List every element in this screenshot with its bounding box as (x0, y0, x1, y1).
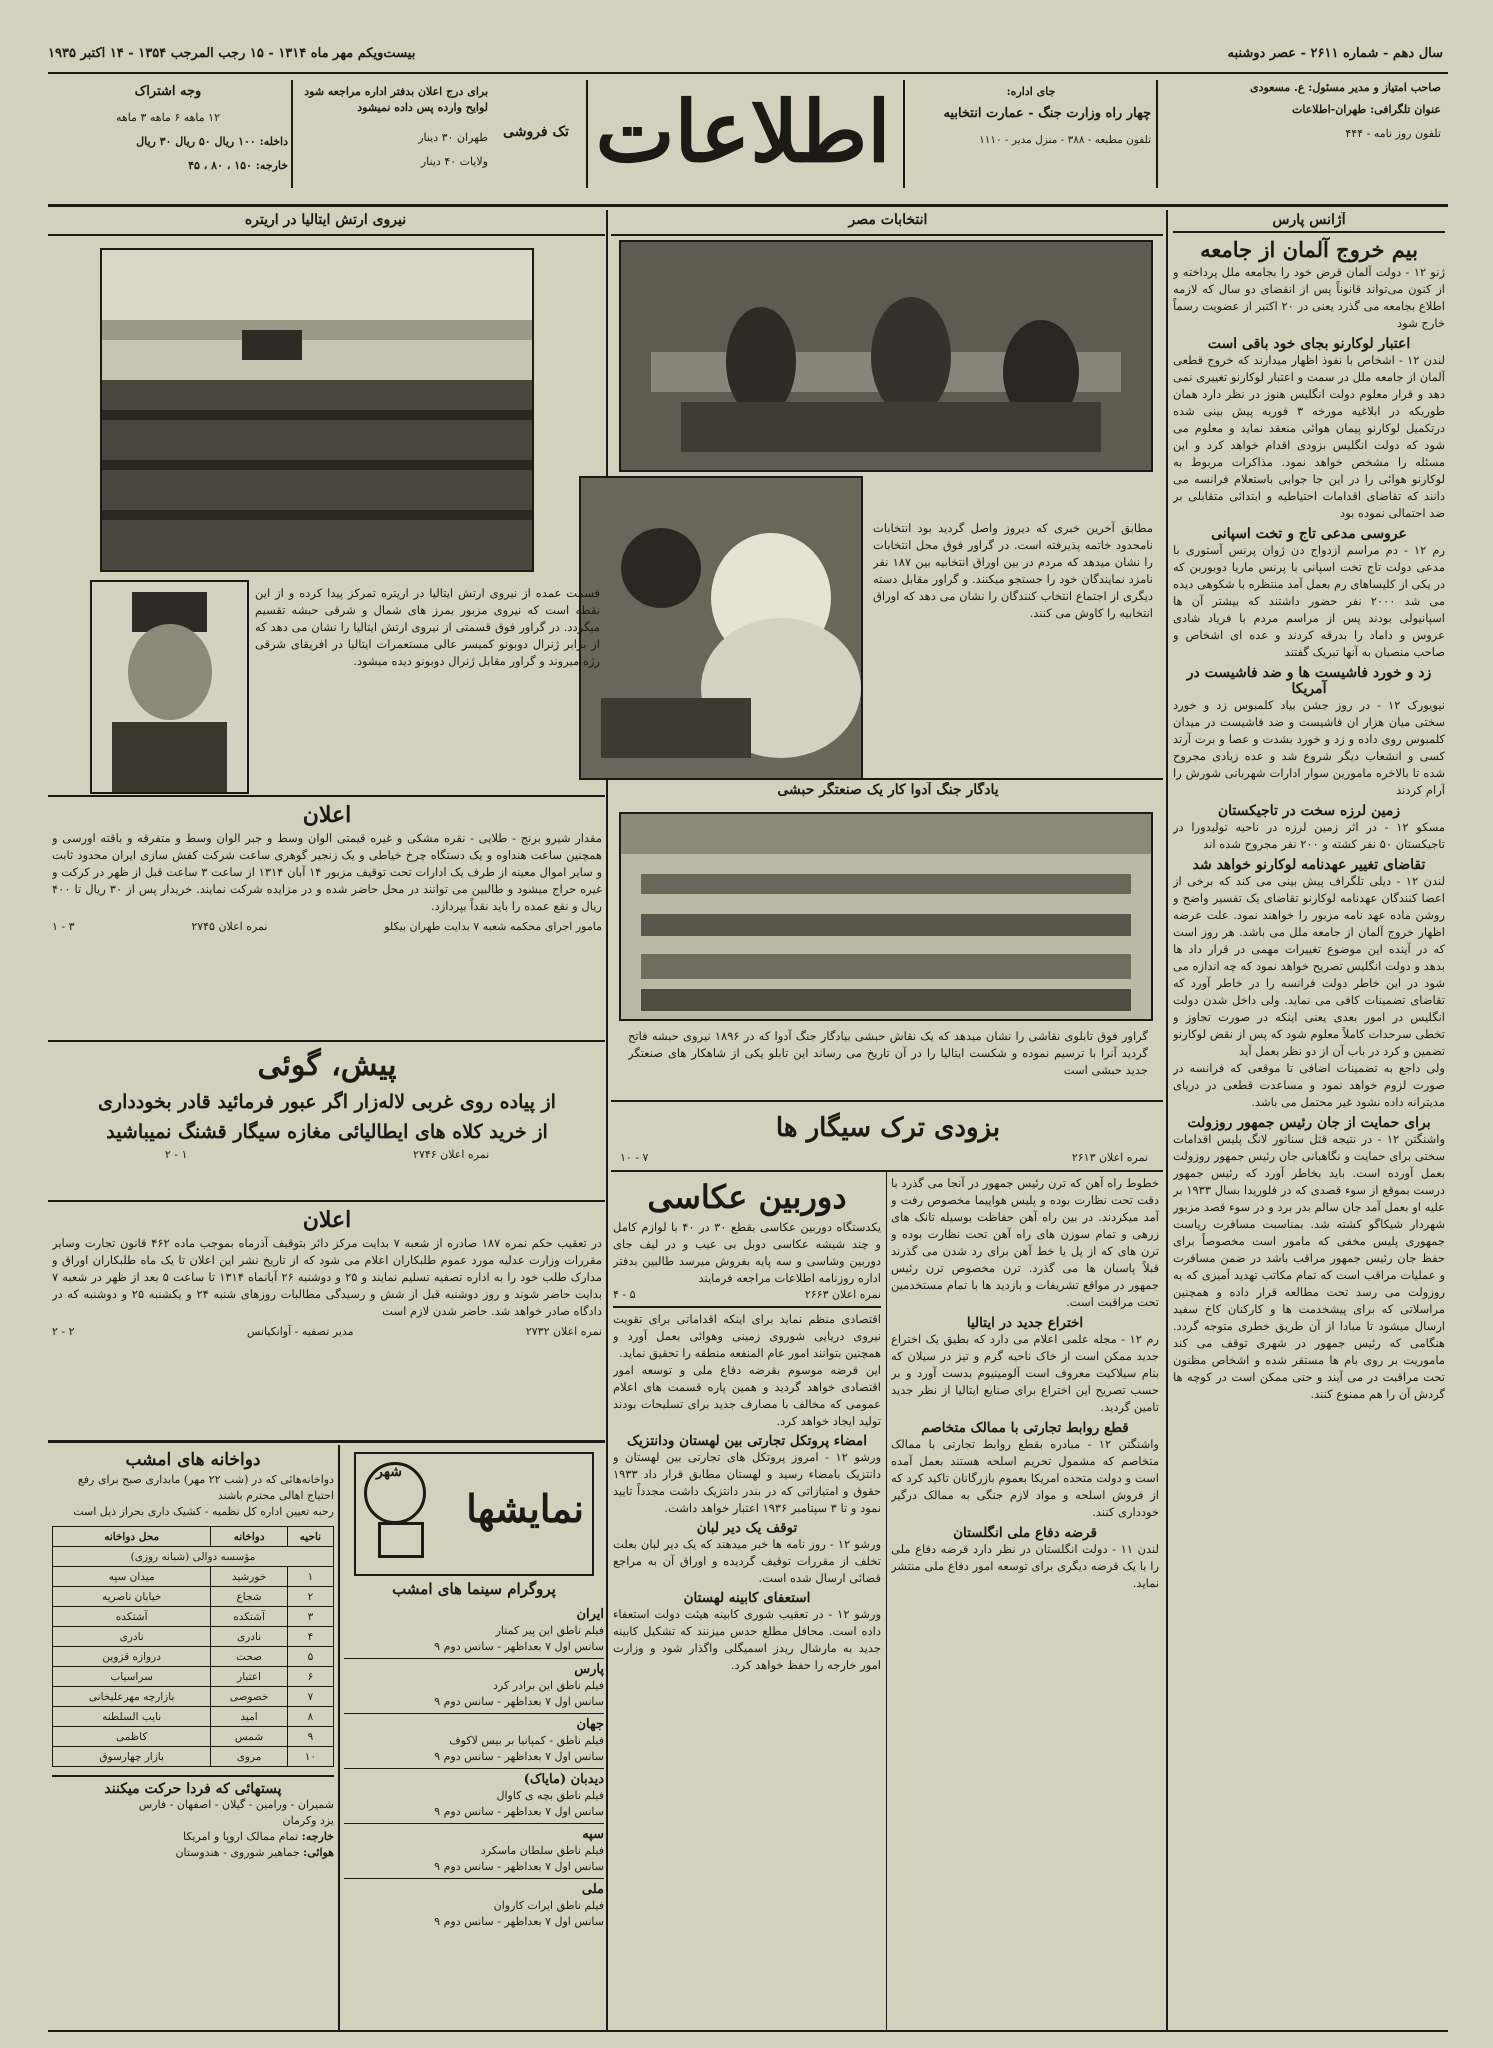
cinema-shows: سانس اول ۷ بعداظهر - سانس دوم ۹ (434, 1640, 604, 1653)
story-locarno-change-2: ولی داجع به تضمینات اضافی تا موقعی که فرانسه در صورت لزوم خواهد نمود و مساعدت قطعی در دریای مدیترانه داده نشود غیر محتمل می باشد. (1173, 1061, 1445, 1109)
pharmacy-cell: خیابان ناصریه (53, 1587, 211, 1607)
egypt-photo-1-art (621, 242, 1151, 470)
pharmacy-col-district: ناحیه (287, 1527, 333, 1547)
right-column (1173, 212, 1445, 2032)
pharmacy-cell: مروی (211, 1747, 287, 1767)
phone-line: تلفون روز نامه - ۴۴۴ (1345, 127, 1441, 140)
headline-fascist-clash: زد و خورد فاشیست ها و ضد فاشیست در آمریکا (1186, 665, 1432, 697)
auction-ad-num: ۳ - ۱ (52, 920, 75, 933)
post-foreign: تمام ممالک اروپا و امریکا (182, 1830, 299, 1843)
liquidation-ad (52, 1205, 602, 1435)
single-sale-label-box (491, 80, 581, 190)
pharmacy-cell: اعتبار (211, 1667, 287, 1687)
story-trade-cut: واشنگتن ۱۲ - مبادره بقطع روابط تجارتی با ممالک متخاصم که مشمول تحریم اسلحه هستند بعمل آمده است و دولت متحده امریکا بعموم بازرگانان تاکید کرد که از فروش اسلحه و مواد لازم جنگی به ممالک درگیر خودداری کنند. (891, 1437, 1159, 1519)
forecast-top-rule (48, 1040, 605, 1042)
subscription-periods: ۱۲ ماهه ۶ ماهه ۳ ماهه (116, 111, 220, 124)
pharmacy-row (53, 1567, 334, 1587)
auction-ad-footer (52, 919, 602, 935)
pharmacy-header-row (53, 1527, 334, 1547)
story-invention: رم ۱۲ - مجله علمی اعلام می دارد که بطیق یک اختراع جدید ممکن است از خاک ناحیه گرم و تیز در سیلان که بنام سیلاکیت معروف است آلومینیوم بدست آورد و بر حسب تصریح این اختراع برای صنایع ایتالیا از نظر جدید تامین گردید. (891, 1332, 1159, 1414)
pharmacy-block (52, 1448, 334, 2028)
pharmacy-cell: بازار چهارسوق (53, 1747, 211, 1767)
headline-spain-wedding: عروسی مدعی تاج و تخت اسپانی (1211, 526, 1407, 542)
pharmacy-cell: نایب السلطنه (53, 1707, 211, 1727)
forecast-ad (52, 1045, 602, 1195)
auction-ad-text: مقدار شیرو برنج - طلایی - نقره مشکی و غیره قیمتی الوان وسط و جبر الوان وسط و متفرقه و باقته اورسی و همچنین ساعت هنداوه و یک دستگاه چرخ خیاطی و یک زنجیر گوهری ساعت شرکت کفش سازی ایران محدود ثابت و سایر اموال معینه از طرف یک ادارات تحت توقیف مزبور ۱۴ آبان ۱۳۱۴ از ساعت ۳ ساعت قبل از ظهر در کرکت و غیره حراج میشود و طالبین می توانند در محل حاضر شده و در مزایده شرکت نمایند. خریدار پس از ۳۰ ریال تا ۴۰۰ ریال و نفع عمده را باید نقداً بپردازد. (52, 831, 602, 913)
camera-ad-ref: نمره اعلان ۲۶۶۳ (804, 1288, 881, 1301)
cinema-shows: سانس اول ۷ بعداظهر - سانس دوم ۹ (434, 1695, 604, 1708)
liquidation-ad-title: اعلان (302, 1207, 352, 1233)
story-fascist-clash: نیویورک ۱۲ - در روز جشن بیاد کلمبوس زد و خورد سختی میان هزار ان فاشیست و ضد فاشیست در میدان کلمبوس روی داده و زد و خورد بشدت و عصا و برت آرتد کسی و انشعاب دیگر شروع شد و عده زیادی مجروح شده تا بالاخره مامورین سوار ادارات شهربانی شورش را آرام کردند (1173, 698, 1445, 797)
pharmacy-cell: ۱ (287, 1567, 333, 1587)
post-title: پستهائی که فردا حرکت میکنند (104, 1781, 282, 1797)
cinema-film: فیلم ناطق این برادر کرد (493, 1679, 604, 1692)
pharmacy-cell: آشتکده (211, 1607, 287, 1627)
post-foreign-label: خارجه: (301, 1830, 334, 1843)
cinema-shows: سانس اول ۷ بعداظهر - سانس دوم ۹ (434, 1805, 604, 1818)
forecast-line-1: از پیاده روی غربی لاله‌زار اگر عبور فرمائید قادر بخودداری (98, 1091, 556, 1113)
story-economic-2: این قرضه موسوم بقرضه دفاع ملی و توسعه امور اقتصادی خواهد گردید و همین پاره قسمت های اعلام عمومی که مخالف با مصارف جدید برای تسلیحات بودند تولید ایجاد خواهد کرد. (613, 1363, 881, 1428)
headline-invention: اختراع جدید در ایتالیا (966, 1315, 1084, 1331)
office-address: چهار راه وزارت جنگ - عمارت انتخابیه (943, 106, 1151, 121)
ad2-top-rule (48, 1200, 605, 1202)
pharmacy-row (53, 1747, 334, 1767)
pharmacy-cell: نادری (53, 1627, 211, 1647)
lower-left-top-rule (48, 1440, 605, 1443)
cinema-film: فیلم ناطق این پیر کمتار (495, 1624, 604, 1637)
pharmacy-cell: شمس (211, 1727, 287, 1747)
post-line-2: یزد وکرمان (282, 1814, 334, 1827)
cinema-shows: سانس اول ۷ بعداظهر - سانس دوم ۹ (434, 1860, 604, 1873)
egypt-election-photo-2 (579, 476, 863, 780)
cinema-row (344, 1824, 604, 1879)
agency-label: آژانس پارس (1272, 212, 1346, 228)
forecast-footer (52, 1147, 602, 1163)
post-air-label: هوائی: (303, 1846, 334, 1859)
story-economic: اقتصادی منظم نماید برای اینکه اقداماتی برای تقویت نیروی دریایی شوروی زمینی وهوائی بعمل آورد و همچنین بتوانند امور عام المنفعه منطقه را تحقیق نماید. (613, 1312, 881, 1360)
pharmacy-cell: آشتکده (53, 1607, 211, 1627)
auction-ad-no: نمره اعلان ۲۷۴۵ (191, 920, 268, 933)
liquidation-ad-text: در تعقیب حکم نمره ۱۸۷ صادره از شعبه ۷ بدایت مرکز دائر بتوقیف آذرماه بموجب ماده ۴۶۲ قانون تجارت وسایر مقررات وزارت عدلیه مورد عموم طلبکاران اعلام می شود که از تاریخ نشر این اعلان تا یک ماه طلبکاران اوراق و مدارک طلب خود را به اداره تصفیه تسلیم نمایند و ۲۵ و دوشنبه ۲۶ آبانماه ۱۳۱۴ تا ساعت ۵ بعد از ظهر در شعبه ۷ بدایت حاضر شوند و روز دوشنبه قبل از شش و رسیدگی مطالبات روزهای شنبه ۲۴ و یکشنبه ۲۵ و دوشنبه که در دادگاه صادر خواهد شد. حاضر شدن لازم است (52, 1236, 602, 1318)
column-rule-right (1166, 210, 1168, 2030)
masthead-divider-3 (586, 80, 588, 188)
cinema-logo-sub: شهر (376, 1464, 402, 1480)
pharmacy-cell: نادری (211, 1627, 287, 1647)
egypt-section-title: انتخابات مصر (848, 212, 928, 228)
film-reel-icon (378, 1522, 424, 1558)
issue-line: سال دهم - شماره ۲۶۱۱ - عصر دوشنبه (1227, 46, 1443, 61)
pharmacy-col-name: دواخانه (211, 1527, 287, 1547)
page-bottom-rule (48, 2030, 1448, 2032)
italy-title-rule (48, 234, 605, 236)
portrait-art (92, 582, 247, 792)
masthead-divider-1 (1156, 80, 1158, 188)
cinema-pharmacy-rule (338, 1445, 340, 2030)
cinema-film: فیلم ناطق - کمپانیا بر بیس لاکوف (449, 1734, 604, 1747)
masthead-bottom-rule (48, 204, 1448, 207)
camera-ad-rule (613, 1306, 881, 1308)
adwa-section-title: یادگار جنگ آدوا کار یک صنعتگر حبشی (777, 782, 999, 798)
forecast-ref: نمره اعلان ۲۷۴۶ (413, 1148, 490, 1161)
story-earthquake: مسکو ۱۲ - در اثر زمین لرزه در ناحیه تولیدورا در تاجیکستان ۵۰ نفر کشته و ۲۰۰ نفر مجروح شده اند (1173, 820, 1445, 851)
story-germany: ژنو ۱۲ - دولت آلمان قرض خود را بجامعه ملل پرداخته و از کنون می‌تواند قانوناً پس از انقضای دو سال که لازمه اطلاع بجامعه می گذرد یعنی در ۲۰ اکتبر از عضویت رسماً خارج شود (1173, 265, 1445, 330)
subscription-title: وجه اشتراک (134, 84, 202, 99)
pharmacy-cell: ۶ (287, 1667, 333, 1687)
egypt-election-photo-1 (619, 240, 1153, 472)
cinema-row (344, 1659, 604, 1714)
headline-locarno-change: تقاضای تغییر عهدنامه لوکارنو خواهد شد (1192, 857, 1426, 873)
story-cabinet: ورشو ۱۲ - در تعقیب شوری کابینه هیئت دولت استعفاء داده است. محافل مطلع حدس میزنند که تشکیل کابینه جدید به مارشال ریدز اسمیگلی واگذار شود و وزارت امور خارجه را حفظ خواهد کرد. (613, 1607, 881, 1672)
italy-army-art (102, 250, 532, 570)
pharmacy-cell: میدان سپه (53, 1567, 211, 1587)
pharmacy-cell: ۷ (287, 1687, 333, 1707)
egypt-election-story: مطابق آخرین خبری که دیروز واصل گردید بود انتخابات نامحدود خاتمه پذیرفته است. در گراور فوق محل انتخابات را نشان میدهد که مردم در بین اوراق انتخابیه بین ۱۸۷ نفر نامزد نمایندگان خود را جستجو میکنند. و گراور مقابل دسته دیگری از اجتماع انتخاب کنندگان را نشان می دهد که اوراق انتخابیه را کاوش می کنند. (873, 521, 1153, 620)
headline-protocol: امضاء پروتکل تجارتی بین لهستان ودانتزیک (627, 1433, 867, 1449)
post-top-rule (52, 1775, 334, 1777)
cinema-row (344, 1769, 604, 1824)
pharmacy-cell: سراسیاب (53, 1667, 211, 1687)
post-air-row (52, 1845, 334, 1861)
pharmacy-cell: ۳ (287, 1607, 333, 1627)
egypt-photo-2-art (581, 478, 861, 778)
pharmacy-cell: ۲ (287, 1587, 333, 1607)
subscription-box (48, 84, 288, 194)
masthead-divider-2 (903, 80, 905, 188)
pharmacy-row (53, 1647, 334, 1667)
headline-locarno: اعتبار لوکارنو بجای خود باقی است (1207, 336, 1411, 352)
story-stop: ورشو ۱۲ - روز نامه ها خبر میدهند که یک دیر لبان بعلت تخلف از مقررات توقیف گردیده و اوراق آن به مراجع قضائی ارسال شده است. (613, 1537, 881, 1585)
cinema-row (344, 1714, 604, 1769)
headline-roosevelt: برای حمایت از جان رئیس جمهور روزولت (1187, 1115, 1431, 1131)
cinema-film: فیلم ناطق ایرات کاروان (493, 1899, 604, 1912)
liquidation-ad-sign: مدیر تصفیه - آوانکیانس (246, 1325, 354, 1338)
cinema-name: جهان (576, 1717, 604, 1732)
pharmacy-cell: امید (211, 1707, 287, 1727)
adwa-painting-photo (619, 812, 1153, 1021)
cigar-bottom-rule (611, 1170, 1163, 1172)
pharmacy-cell: شجاع (211, 1587, 287, 1607)
cigar-top-rule (611, 1100, 1163, 1102)
cinema-block (344, 1448, 604, 2028)
story-locarno-change: لندن ۱۲ - دیلی تلگراف پیش بینی می کند که برخی از اعضا کنندگان عهدنامه لوکارنو تقاضای یک تفسیر واضح و روشن ماده عهد نامه مزبور را خواهند نمود. علت عرضه اظهار خروج آلمان از جامعه ملل می باشد. هر روز است که در آینده این موضوع تغییرات مهمی در قرار داد ها بدهد و دولت انگلیس تصریح خواهد نمود که چه اندازه می شود در این خاطر دولت فرانسه را در خاطر آورد که تقاضای تضمینات کافی می نماید. ولی داخل شدن دولت انگلیس در امور بعدی یعنی اینکه در صورت تجاوز و تخطی سرحدات کاملاً معلوم شود که پس از نقض لوکارنو تضمین و کرد در باب آن از دو نظر بعمل آید (1173, 874, 1445, 1058)
pharmacy-col-location: محل دواخانه (53, 1527, 211, 1547)
cigar-ad-num: ۷ - ۱۰ (620, 1151, 649, 1164)
pharmacy-subhead-row (53, 1547, 334, 1567)
cinema-program-title: پروگرام سینما های امشب (392, 1580, 556, 1598)
office-label: جای اداره: (1006, 85, 1056, 98)
liquidation-ad-num: ۲ - ۲ (52, 1325, 75, 1338)
pharmacy-intro-2: رحبه تعیین اداره کل نظمیه - کشیک داری بحراز ذیل است (73, 1505, 334, 1518)
single-sale-label: تک فروشی (503, 124, 569, 140)
cinema-shows: سانس اول ۷ بعداظهر - سانس دوم ۹ (434, 1915, 604, 1928)
pharmacy-row (53, 1687, 334, 1707)
headline-uk-loan: قرضه دفاع ملی انگلستان (953, 1525, 1097, 1541)
auction-ad-title: اعلان (302, 802, 352, 828)
owner-line: صاحب امتیاز و مدیر مسئول: ع. مسعودی (1250, 81, 1441, 94)
post-line-1: شمیران - ورامین - گیلان - اصفهان - فارس (138, 1798, 334, 1811)
cigar-ad-ref: نمره اعلان ۲۶۱۳ (1071, 1151, 1148, 1164)
general-de-bono-portrait (90, 580, 249, 794)
adwa-painting-art (621, 814, 1151, 1019)
pharmacy-row (53, 1587, 334, 1607)
story-spain-wedding: رم ۱۲ - دم مراسم ازدواج دن ژوان پرنس آستوری با مدعی دولت تاج تخت اسپانی با پرنس ماریا دوبوربن که در یکی از کلیساهای رم بعمل آمد منتظره با شکوهی دیده می شد ۲۰۰۰ نفر حضور داشتند که بیشتر آن ها اسپانیولی بودند پس از مراسم مردم با فریاد شادی عروس و داماد را بدرقه کردند و عده ای اشخاص و صاحب منصبان به آنها تبریک گفتند (1173, 543, 1445, 659)
post-air: جماهیر شوروی - هندوستان (175, 1846, 300, 1859)
pharmacy-table (52, 1526, 334, 1767)
agency-rule (1173, 231, 1445, 233)
auction-ad-officer: مامور اجرای محکمه شعبه ۷ بدایت طهران بیکلو (384, 920, 602, 933)
pharmacy-row (53, 1727, 334, 1747)
headline-germany: بیم خروج آلمان از جامعه (1200, 237, 1418, 262)
headline-cabinet: استعفای کابینه لهستان (683, 1590, 811, 1606)
pharmacy-row (53, 1707, 334, 1727)
cinema-row (344, 1604, 604, 1659)
ads-note: برای درج اعلان بدفتر اداره مراجعه شود لوایح وارده پس داده نمیشود (304, 85, 488, 114)
masthead-divider-4 (291, 80, 293, 188)
pharmacy-title: دواخانه های امشب (125, 1450, 261, 1470)
italy-section-title: نیروی ارتش ایتالیا در اریتره (244, 212, 407, 228)
forecast-num: ۱ - ۲ (164, 1148, 188, 1161)
masthead-office-box (911, 84, 1151, 194)
pharmacy-subhead: مؤسسه دوالی (شبانه روزی) (53, 1547, 334, 1567)
cinema-name: ایران (576, 1607, 604, 1622)
newspaper-logo: اطلاعات (595, 82, 891, 181)
cigar-ad-title: بزودی ترک سیگار ها (775, 1113, 1001, 1143)
camera-ad-title: دوربین عکاسی (647, 1178, 847, 1216)
pharmacy-cell: ۵ (287, 1647, 333, 1667)
camera-ad-text: یکدستگاه دوربین عکاسی بقطع ۳۰ در ۴۰ با لوازم کامل و چند شیشه عکاسی دوبل بی عیب و در لیف جای دوربین وشاسی و سه پایه بفروش میرسد طالبین بدفتر اداره روزنامه اطلاعات مراجعه فرمایند (613, 1220, 881, 1285)
story-uk-loan: لندن ۱۱ - دولت انگلستان در نظر دارد قرضه دفاع ملی را با یک قرضه دیگری برای توسعه امور دفاع ملی منتشر نماید. (891, 1542, 1159, 1590)
cinema-list (344, 1604, 604, 1933)
cinema-logo-box (354, 1452, 594, 1576)
mid-subcolumn-rule (886, 1172, 887, 2030)
office-phone: تلفون مطبعه - ۳۸۸ - منزل مدیر - ۱۱۱۰ (979, 134, 1151, 146)
forecast-line-2: از خرید کلاه های ایطالیائی مغازه سیگار قشنگ نمیباشید (106, 1121, 548, 1143)
masthead-owner-box (1161, 80, 1441, 200)
single-price-tehran: طهران ۳۰ دینار (418, 131, 488, 144)
rail-story: خطوط راه آهن که ترن رئیس جمهور در آنجا می گذرد با دقت تحت نظارت بوده و پلیس هواپیما مخصوص رفت و آمد میکردند. در بین راه آهن حفاظت بوسیله تانک های زرهی و تمام سوزن های راه آهن تحت نظارت بوده و ترن های که از پل یا خط آهن برای رد شدن می گذرند قبلاً پاسبان ها می گذرد. ترن مخصوص ترن رئیس جمهور در مواقع تشریفات و بازدید ها با تمام مستخدمین تحت مراقبت است. (891, 1176, 1159, 1309)
headline-stop: توقف یک دیر لبان (696, 1520, 798, 1536)
cinema-film: فیلم ناطق بچه ی کاوال (496, 1789, 604, 1802)
camera-ad-num: ۵ - ۴ (613, 1288, 636, 1301)
ad1-top-rule (48, 795, 605, 797)
telegraph-line: عنوان تلگرافی: طهران-اطلاعات (1292, 103, 1441, 116)
pharmacy-cell: ۱۰ (287, 1747, 333, 1767)
headline-trade-cut: قطع روابط تجارتی با ممالک متخاصم (921, 1420, 1129, 1436)
post-foreign-row (52, 1829, 334, 1845)
pharmacy-intro: دواخانه‌هائی که در (شب ۲۲ مهر) مابداری صبح برای رفع احتیاج اهالی محترم باشند (77, 1473, 334, 1502)
cinema-shows: سانس اول ۷ بعداظهر - سانس دوم ۹ (434, 1750, 604, 1763)
mid-right-subcolumn (891, 1175, 1159, 2025)
cinema-name: دیدبان (مایاک) (523, 1772, 604, 1787)
story-locarno: لندن ۱۲ - اشخاص با نفوذ اظهار میدارند که خروج قطعی آلمان از جامعه ملل در سمت و اعتبار لوکارنو تغییری نمی دهد و قرار معلوم دولت انگلیس هنوز در نظر دارد همان طوریکه در ابلاغیه مورخه ۳ فوریه پیش بینی شده درتکمیل لوکارنو پیمان هوائی منعقد نماید و معلوم می شود که دولت انگلیس بزودی اقدام خواهد کرد و این مسئله را مشخص خواهد نمود. مذاکرات مربوط به لوکارنو هوائی را در این جا جوابی باستعلام فرانسه می دانند که تقاضای اقدامات احتیاطیه و ابتدائی متقابلی بر ضد احتمالی نموده بود (1173, 353, 1445, 520)
subscription-foreign: خارجه: ۱۵۰ ، ۸۰ ، ۴۵ (188, 159, 288, 172)
pharmacy-cell: خصوصی (211, 1687, 287, 1707)
date-line: بیست‌ویکم مهر ماه ۱۳۱۴ - ۱۵ رجب المرجب ۱۳۵۴ - ۱۴ اکتبر ۱۹۳۵ (48, 46, 416, 61)
pharmacy-row (53, 1607, 334, 1627)
cinema-name: ملی (581, 1882, 604, 1897)
cinema-name: سپه (582, 1827, 604, 1842)
pharmacy-cell: ۸ (287, 1707, 333, 1727)
italy-army-photo (100, 248, 534, 572)
pharmacy-cell: خورشید (211, 1567, 287, 1587)
subscription-domestic: داخله: ۱۰۰ ریال ۵۰ ریال ۳۰ ریال (136, 135, 288, 148)
headline-earthquake: زمین لرزه سخت در تاجیکستان (1217, 803, 1401, 819)
pharmacy-cell: ۹ (287, 1727, 333, 1747)
liquidation-ad-ref: نمره اعلان ۲۷۳۲ (525, 1325, 602, 1338)
pharmacy-cell: ۴ (287, 1627, 333, 1647)
ads-note-box (298, 84, 488, 194)
pharmacy-cell: کاظمی (53, 1727, 211, 1747)
pharmacy-row (53, 1667, 334, 1687)
pharmacy-cell: صحت (211, 1647, 287, 1667)
adwa-top-rule (611, 778, 1163, 780)
story-roosevelt: واشنگتن ۱۲ - در نتیجه قتل سناتور لانگ پلیس اقدامات سختی برای حمایت و نگاهبانی جان رئیس جمهور روزولت بعمل آورده است. باید بخاطر آورد که رئیس جمهور درست بموقع از سوء قصدی که در فلوریدا بسال ۱۹۳۳ بر علیه او بعمل آمد جان سالم بدر برد و در سوء قصد مزبور شهردار شیکاگو کشته شد. بمناسبت مسافرت ریاست جمهوری پلیس مخفی که مامور است مخصوصاً برای حفظ جان رئیس جمهور مراقب باشد در ضمن مسافرت و عملیات مراقب است که تمام مکاتب تهدید آمیزی که به روزولت می رسد تحت مطالعه قرار داده و همچنین مراسلاتی که برای پیشخدمت ها و کارکنان کاخ سفید ارسال میشود تا مبادا از آن طریق خطری متوجه گردد. هنگامی که رئیس جمهور در شهری توقف می کند ماموریت بر روی بام ها مستقر شده و اشخاص مظنون تحت مراقبت در می آیند و حتی ممکن است در کوچه ها گردش آن را هم ممنوع کنند. (1173, 1132, 1445, 1401)
adwa-caption: گراور فوق تابلوی نقاشی را نشان میدهد که یک نقاش حبشی بیادگار جنگ آدوا که در ۱۸۹۶ نیروی حبشه فاتح گردید آنرا با ترسیم نموده و شکست ایتالیا را در آن تاریخ می رساند این تابلو یکی از شاهکار های صنعتگر جدید حبشی است (628, 1029, 1148, 1077)
cinema-film: فیلم ناطق سلطان ماسکرد (480, 1844, 604, 1857)
single-price-provinces: ولایات ۴۰ دینار (420, 155, 488, 168)
pharmacy-cell: دروازه قزوین (53, 1647, 211, 1667)
forecast-title: پیش، گوئی (257, 1048, 397, 1083)
cinema-logo-text: نمایشها (466, 1486, 584, 1531)
egypt-title-rule (611, 234, 1163, 236)
mid-left-subcolumn (613, 1175, 881, 2025)
camera-ad-footer (613, 1287, 881, 1303)
cinema-row (344, 1879, 604, 1933)
pharmacy-cell: بازارچه مهرعلیخانی (53, 1687, 211, 1707)
auction-ad (52, 800, 602, 1035)
liquidation-ad-footer (52, 1324, 602, 1340)
italy-army-story: قسمت عمده از نیروی ارتش ایتالیا در اریتره تمرکز پیدا کرده و از این نقطه است که نیروی مزبور بمرز های شمال و شرقی حبشه تقسیم میگردد. در گراور فوق قسمتی از نیروی ارتش ایتالیا را نشان می دهد که از برابر ژنرال دوبونو کمیسر عالی مستعمرات ایتالیا در افریقای شرقی رژه میروند و گراور مقابل ژنرال دوبونو دیده میشود. (255, 586, 600, 668)
story-protocol: ورشو ۱۲ - امروز پروتکل های تجارتی بین لهستان و دانتزیک بامضاء رسید و لهستان مطابق قرار داد ۱۹۳۳ حقوق و امتیازاتی که در بندر دانتزیک داشت مجدداً تایید نمود و تا ۳ سپتامبر ۱۹۳۶ اعتبار خواهد داشت. (613, 1450, 881, 1515)
pharmacy-row (53, 1627, 334, 1647)
cinema-name: پارس (574, 1662, 604, 1677)
